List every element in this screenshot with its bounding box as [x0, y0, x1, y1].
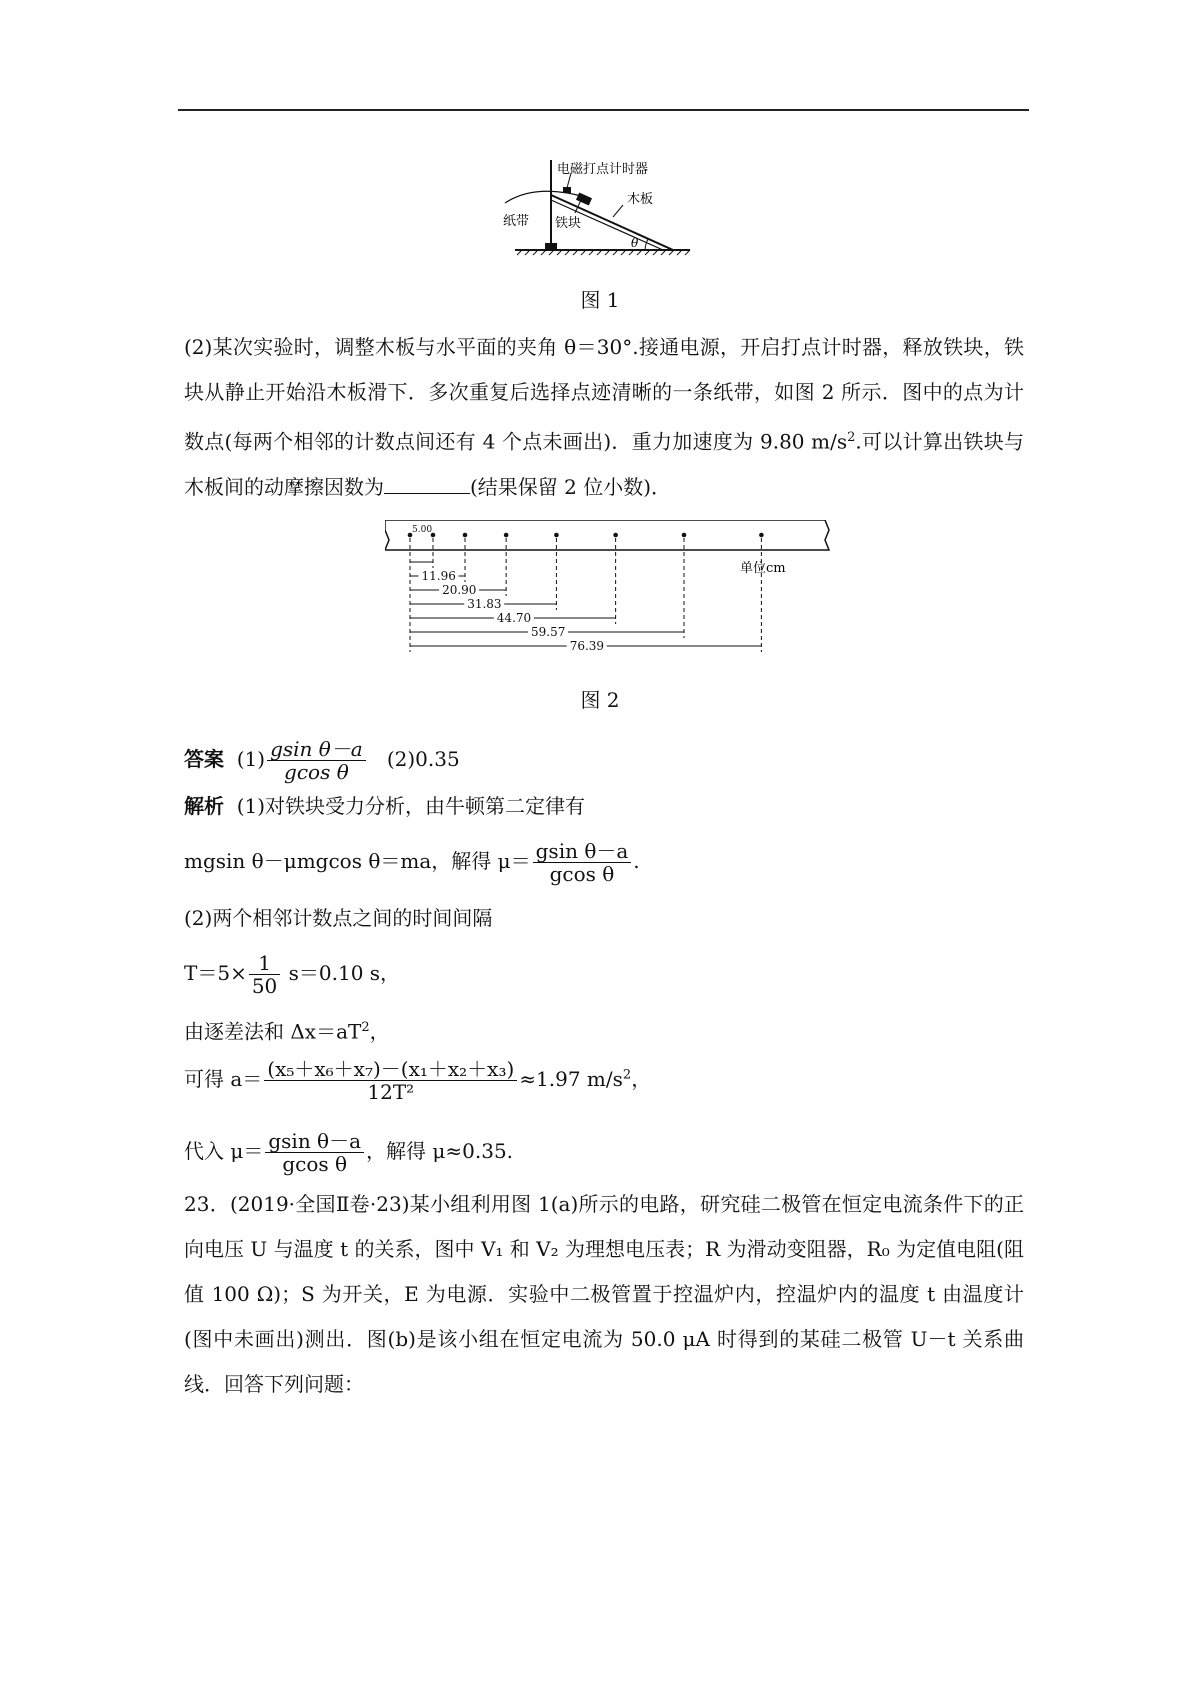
block-shape: [576, 192, 592, 205]
tape-line: [505, 191, 585, 203]
label-block: 铁块: [555, 216, 582, 231]
tape-distance-label: 31.83: [467, 597, 502, 611]
label-tape: 纸带: [503, 214, 530, 229]
answer-blank: [384, 473, 470, 494]
tape-distance-label: 11.96: [421, 569, 456, 583]
analysis-line-5: 由逐差法和 $\Delta x=aT^2$，: [184, 1019, 390, 1044]
tape-distance-label: 44.70: [496, 611, 532, 625]
tape-distance-label: 59.57: [531, 625, 566, 639]
tape-dot: [682, 533, 687, 538]
figure-1-caption: 图 1: [580, 288, 620, 312]
tape-distance-label: 76.39: [569, 639, 605, 653]
label-timer: 电磁打点计时器: [557, 162, 649, 177]
analysis-line-3: (2)两个相邻计数点之间的时间间隔: [184, 906, 493, 930]
stand-base: [545, 243, 557, 250]
header-rule: [178, 109, 1029, 111]
label-theta: θ: [631, 236, 639, 250]
figure-2-caption: 图 2: [580, 688, 620, 712]
tape-distance-label: 5.00: [412, 525, 433, 535]
problem-23-text: 23．(2019·全国Ⅱ卷·23)某小组利用图 1(a)所示的电路，研究硅二极管在恒定电流条件下的正向电压 U 与温度 t 的关系，图中 V₁ 和 V₂ 为理想电压表；R 为滑动变阻器，R₀ 为定值电阻(阻值 100 Ω)；S 为开关，E 为电源．实验中二极管置于控温炉内，控温炉内的温度 t 由温度计(图中未画出)测出．图(b)是该小组在恒定电流为 50.0 μA 时得到的某硅二极管 U－t 关系曲线．回答下列问题：: [184, 1192, 1024, 1396]
problem-2-text: (2)某次实验时，调整木板与水平面的夹角 θ＝30°.接通电源，开启打点计时器，释放铁块，铁块从静止开始沿木板滑下．多次重复后选择点迹清晰的一条纸带，如图 2 所示．图中的点为计数点(每两个相邻的计数点间还有 4 个点未画出)．重力加速度为 9.80 $m/s^2$.可以计算出铁块与木板间的动摩擦因数为 (结果保留 2 位小数)．: [184, 335, 1024, 499]
label-board: 木板: [627, 192, 654, 207]
analysis-line-6: 可得 a＝ $\frac{\text{(x₅＋x₆＋x₇)－(x₁＋x₂＋x₃)}}{\text{12T²}}$ ≈1.97 $m/s^2$，: [184, 1057, 652, 1104]
unit-label: 单位cm: [740, 561, 786, 576]
figure-1-diagram: [495, 155, 695, 265]
analysis-line-2: mgsin θ－μmgcos θ＝ma，解得 μ＝ $\frac{\text{gsin θ－a}}{\text{gcos θ}}$ .: [184, 839, 640, 886]
tape-distance-label: 20.90: [442, 583, 477, 597]
tape-dot: [613, 533, 618, 538]
tape-dot: [504, 533, 509, 538]
answer-fraction: $\frac{\text{gsin θ－a}}{\text{gcos θ}}$: [267, 738, 366, 783]
analysis-line-4: T＝5× $\frac{1}{50}$ s＝0.10 s，: [184, 951, 401, 998]
figure-2-tape: [385, 520, 830, 660]
tape-dot: [463, 533, 468, 538]
answer-label: 答案: [184, 747, 224, 771]
analysis-line-1: 解析 (1)对铁块受力分析，由牛顿第二定律有: [184, 794, 586, 818]
tape-dot: [759, 533, 764, 538]
analysis-line-7: 代入 μ＝ $\frac{\text{gsin θ－a}}{\text{gcos θ}}$ ，解得 μ≈0.35.: [184, 1129, 514, 1176]
tape-dot: [554, 533, 559, 538]
answer-line: 答案 (1) $\frac{\text{gsin θ－a}}{\text{gcos θ}}$ (2)0.35: [184, 737, 460, 784]
analysis-label: 解析: [184, 794, 224, 818]
